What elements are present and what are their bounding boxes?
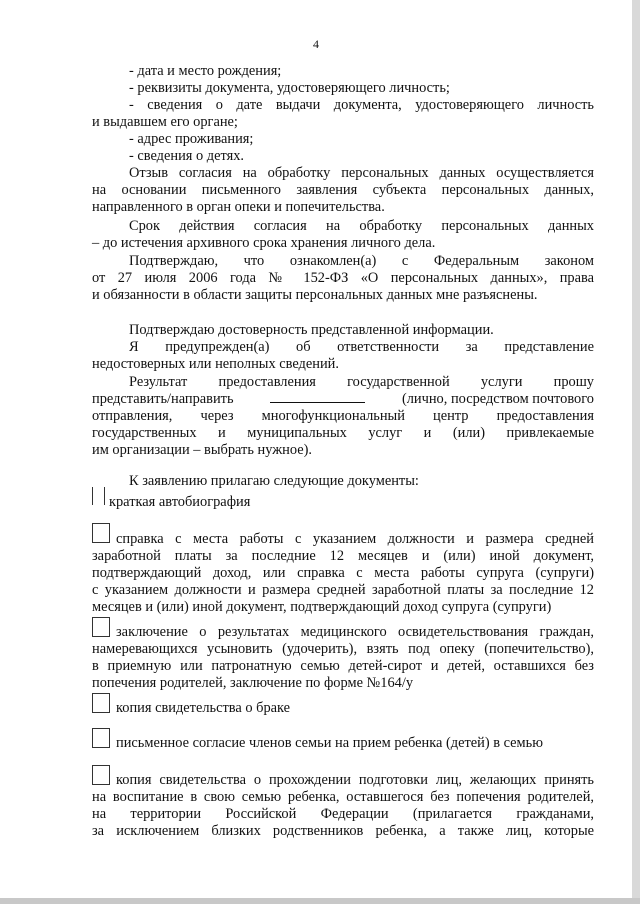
text-line: - сведения о детях. bbox=[129, 148, 245, 164]
text-line: Результат предоставления государственной услуги прошу bbox=[129, 374, 594, 390]
checkbox-autobiography[interactable] bbox=[92, 487, 99, 505]
doc-item-label: копия свидетельства о прохождении подготовки лиц, желающих принять bbox=[116, 772, 594, 788]
text-line: отправления, через многофункциональный центр предоставления bbox=[92, 408, 594, 424]
doc-item-label: в приемную или патронатную семью детей-сирот и детей, оставшихся без bbox=[92, 658, 594, 674]
vertical-scrollbar[interactable] bbox=[632, 0, 640, 904]
doc-item-label: на территории Российской Федерации (прилагается гражданами, bbox=[92, 806, 594, 822]
text-line: и выдавшем его органе; bbox=[92, 114, 238, 130]
doc-item-label: месяцев и (или) иной документ, подтверждающий доход супруга (супруги) bbox=[92, 599, 552, 615]
doc-item-label: подтверждающий доход, или справка с места работы супруга (супруги) bbox=[92, 565, 594, 581]
checkbox-medical-conclusion[interactable] bbox=[92, 617, 110, 637]
text-fragment: (лично, посредством почтового bbox=[401, 391, 594, 407]
doc-item-label: заработной платы за последние 12 месяцев и (или) иной документ, bbox=[92, 548, 594, 564]
text-line bbox=[92, 391, 594, 407]
doc-item-label: на воспитание в свою семью ребенка, оставшегося без попечения родителей, bbox=[92, 789, 594, 805]
text-line: - дата и место рождения; bbox=[129, 63, 282, 79]
text-line: К заявлению прилагаю следующие документы: bbox=[129, 473, 419, 489]
text-line: Отзыв согласия на обработку персональных данных осуществляется bbox=[129, 165, 594, 181]
checkbox-training-certificate[interactable] bbox=[92, 765, 110, 785]
text-line: недостоверных или неполных сведений. bbox=[92, 356, 339, 372]
text-line: - реквизиты документа, удостоверяющего личность; bbox=[129, 80, 450, 96]
checkbox-salary-certificate[interactable] bbox=[92, 523, 110, 543]
doc-item-label: за исключением близких родственников ребенка, а также лиц, которые bbox=[92, 823, 594, 839]
text-line: государственных и муниципальных услуг и (или) привлекаемые bbox=[92, 425, 594, 441]
text-line: им организации – выбрать нужное). bbox=[92, 442, 312, 458]
text-line: – до истечения архивного срока хранения личного дела. bbox=[92, 235, 436, 251]
text-line: - адрес проживания; bbox=[129, 131, 254, 147]
doc-item-label: краткая автобиография bbox=[109, 494, 251, 510]
doc-item-label: письменное согласие членов семьи на прием ребенка (детей) в семью bbox=[116, 735, 543, 751]
text-line: на основании письменного заявления субъекта персональных данных, bbox=[92, 182, 594, 198]
page-number: 4 bbox=[313, 37, 319, 51]
doc-item-label: справка с места работы с указанием должности и размера средней bbox=[116, 531, 594, 547]
text-line: направленного в орган опеки и попечительства. bbox=[92, 199, 385, 215]
doc-item-label: с указанием должности и размера средней заработной платы за последние 12 bbox=[92, 582, 594, 598]
checkbox-marriage-certificate[interactable] bbox=[92, 693, 110, 713]
text-line: и обязанности в области защиты персональных данных мне разъяснены. bbox=[92, 287, 538, 303]
text-line: - сведения о дате выдачи документа, удостоверяющего личность bbox=[129, 97, 594, 113]
fill-in-blank[interactable] bbox=[270, 391, 365, 403]
doc-item-label: намеревающихся усыновить (удочерить), взять под опеку (попечительство), bbox=[92, 641, 594, 657]
page-bottom-edge bbox=[0, 898, 640, 904]
doc-item-label: копия свидетельства о браке bbox=[116, 700, 291, 716]
doc-item-label: попечения родителей, заключение по форме №164/у bbox=[92, 675, 414, 691]
text-line: Я предупрежден(а) об ответственности за представление bbox=[129, 339, 594, 355]
text-line: от 27 июля 2006 года № 152-ФЗ «О персональных данных», права bbox=[92, 270, 594, 286]
text-fragment: представить/направить bbox=[92, 391, 234, 407]
doc-item-label: заключение о результатах медицинского освидетельствования граждан, bbox=[116, 624, 594, 640]
text-line: Срок действия согласия на обработку персональных данных bbox=[129, 218, 594, 234]
checkbox-family-consent[interactable] bbox=[92, 728, 110, 748]
text-line: Подтверждаю, что ознакомлен(а) с Федеральным законом bbox=[129, 253, 594, 269]
text-line: Подтверждаю достоверность представленной информации. bbox=[129, 322, 494, 338]
